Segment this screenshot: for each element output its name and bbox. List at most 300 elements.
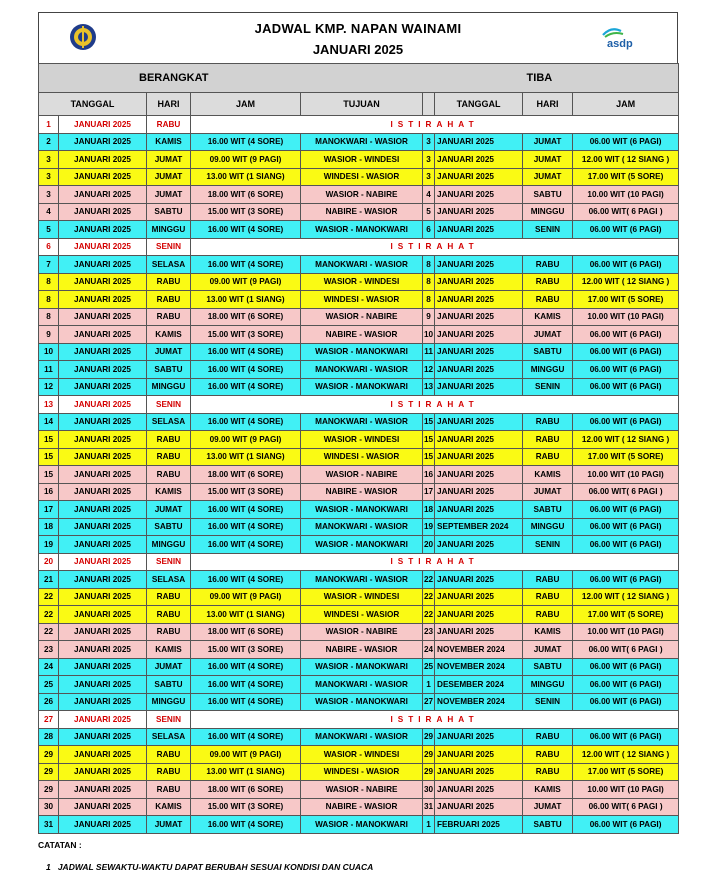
route: WASIOR - WINDESI xyxy=(301,588,423,606)
depart-time: 16.00 WIT (4 SORE) xyxy=(191,693,301,711)
schedule-row xyxy=(39,483,679,501)
depart-weekday: RABU xyxy=(147,588,191,606)
arrive-month: JANUARI 2025 xyxy=(435,361,523,379)
arrive-month: JANUARI 2025 xyxy=(435,763,523,781)
depart-month: JANUARI 2025 xyxy=(59,571,147,589)
schedule-row xyxy=(39,256,679,274)
arrive-weekday: RABU xyxy=(523,746,573,764)
depart-month: JANUARI 2025 xyxy=(59,116,147,134)
schedule-row xyxy=(39,658,679,676)
arrive-month: JANUARI 2025 xyxy=(435,781,523,799)
depart-weekday: RABU xyxy=(147,308,191,326)
arrive-time: 06.00 WIT (6 PAGI) xyxy=(573,378,679,396)
depart-day: 27 xyxy=(39,711,59,729)
arrive-day: 22 xyxy=(423,606,435,624)
arrive-month: JANUARI 2025 xyxy=(435,256,523,274)
notes-section xyxy=(38,840,373,872)
depart-day: 9 xyxy=(39,326,59,344)
depart-weekday: JUMAT xyxy=(147,501,191,519)
schedule-row xyxy=(39,676,679,694)
arrive-month: JANUARI 2025 xyxy=(435,606,523,624)
schedule-row xyxy=(39,448,679,466)
depart-weekday: MINGGU xyxy=(147,221,191,239)
arrive-month: JANUARI 2025 xyxy=(435,308,523,326)
depart-time: 13.00 WIT (1 SIANG) xyxy=(191,606,301,624)
arrive-weekday: RABU xyxy=(523,431,573,449)
route: WASIOR - MANOKWARI xyxy=(301,816,423,834)
depart-weekday: JUMAT xyxy=(147,151,191,169)
route: WASIOR - MANOKWARI xyxy=(301,658,423,676)
arrive-weekday: SABTU xyxy=(523,186,573,204)
arrive-month: JANUARI 2025 xyxy=(435,466,523,484)
arrive-day: 8 xyxy=(423,291,435,309)
arrive-month: JANUARI 2025 xyxy=(435,203,523,221)
arrive-month: JANUARI 2025 xyxy=(435,431,523,449)
depart-weekday: MINGGU xyxy=(147,693,191,711)
depart-day: 22 xyxy=(39,623,59,641)
rest-label: ISTIRAHAT xyxy=(191,396,679,414)
depart-day: 16 xyxy=(39,483,59,501)
depart-month: JANUARI 2025 xyxy=(59,238,147,256)
depart-month: JANUARI 2025 xyxy=(59,746,147,764)
arrive-month: SEPTEMBER 2024 xyxy=(435,518,523,536)
depart-month: JANUARI 2025 xyxy=(59,676,147,694)
schedule-row xyxy=(39,623,679,641)
arrive-time: 06.00 WIT (6 PAGI) xyxy=(573,728,679,746)
arrive-weekday: SABTU xyxy=(523,658,573,676)
arrive-day: 10 xyxy=(423,326,435,344)
schedule-row xyxy=(39,168,679,186)
arrive-day: 29 xyxy=(423,763,435,781)
schedule-row xyxy=(39,133,679,151)
depart-month: JANUARI 2025 xyxy=(59,518,147,536)
arrive-time: 10.00 WIT (10 PAGI) xyxy=(573,308,679,326)
route: WASIOR - MANOKWARI xyxy=(301,221,423,239)
depart-day: 8 xyxy=(39,308,59,326)
schedule-title: JADWAL KMP. NAPAN WAINAMI xyxy=(254,21,462,36)
route: WASIOR - NABIRE xyxy=(301,466,423,484)
arrive-time: 06.00 WIT (6 PAGI) xyxy=(573,693,679,711)
arrive-month: JANUARI 2025 xyxy=(435,151,523,169)
arrive-time: 06.00 WIT (6 PAGI) xyxy=(573,343,679,361)
depart-day: 31 xyxy=(39,816,59,834)
depart-weekday: JUMAT xyxy=(147,186,191,204)
depart-time: 15.00 WIT (3 SORE) xyxy=(191,798,301,816)
route: NABIRE - WASIOR xyxy=(301,641,423,659)
schedule-table xyxy=(38,63,679,834)
depart-weekday: KAMIS xyxy=(147,483,191,501)
arrive-weekday: RABU xyxy=(523,588,573,606)
depart-month: JANUARI 2025 xyxy=(59,343,147,361)
depart-day: 15 xyxy=(39,466,59,484)
arrive-weekday: SABTU xyxy=(523,816,573,834)
depart-weekday: SELASA xyxy=(147,413,191,431)
col-tanggal: TANGGAL xyxy=(39,93,147,116)
depart-month: JANUARI 2025 xyxy=(59,781,147,799)
arrive-month: JANUARI 2025 xyxy=(435,291,523,309)
arrive-weekday: JUMAT xyxy=(523,326,573,344)
arrive-time: 06.00 WIT (6 PAGI) xyxy=(573,221,679,239)
depart-time: 18.00 WIT (6 SORE) xyxy=(191,186,301,204)
depart-month: JANUARI 2025 xyxy=(59,256,147,274)
schedule-row xyxy=(39,413,679,431)
notes-label: CATATAN : xyxy=(38,840,82,850)
depart-day: 8 xyxy=(39,291,59,309)
depart-time: 16.00 WIT (4 SORE) xyxy=(191,221,301,239)
arrive-month: JANUARI 2025 xyxy=(435,343,523,361)
depart-time: 16.00 WIT (4 SORE) xyxy=(191,816,301,834)
depart-weekday: JUMAT xyxy=(147,168,191,186)
arrive-time: 12.00 WIT ( 12 SIANG ) xyxy=(573,746,679,764)
route: WASIOR - NABIRE xyxy=(301,781,423,799)
depart-month: JANUARI 2025 xyxy=(59,693,147,711)
arrive-day: 3 xyxy=(423,133,435,151)
arrive-weekday: KAMIS xyxy=(523,623,573,641)
depart-weekday: RABU xyxy=(147,273,191,291)
section-header-row xyxy=(39,64,679,93)
route: MANOKWARI - WASIOR xyxy=(301,571,423,589)
depart-month: JANUARI 2025 xyxy=(59,151,147,169)
arrive-time: 06.00 WIT( 6 PAGI ) xyxy=(573,798,679,816)
depart-day: 24 xyxy=(39,658,59,676)
depart-day: 7 xyxy=(39,256,59,274)
arrive-month: JANUARI 2025 xyxy=(435,378,523,396)
arrive-day: 8 xyxy=(423,273,435,291)
depart-time: 18.00 WIT (6 SORE) xyxy=(191,308,301,326)
arrive-time: 06.00 WIT( 6 PAGI ) xyxy=(573,483,679,501)
depart-weekday: JUMAT xyxy=(147,816,191,834)
schedule-row xyxy=(39,536,679,554)
arrive-time: 06.00 WIT (6 PAGI) xyxy=(573,413,679,431)
schedule-row xyxy=(39,378,679,396)
arrive-time: 10.00 WIT (10 PAGI) xyxy=(573,466,679,484)
depart-day: 30 xyxy=(39,798,59,816)
rest-row xyxy=(39,553,679,571)
route: WASIOR - WINDESI xyxy=(301,151,423,169)
route: WASIOR - NABIRE xyxy=(301,623,423,641)
route: WASIOR - MANOKWARI xyxy=(301,536,423,554)
depart-month: JANUARI 2025 xyxy=(59,763,147,781)
arrive-month: JANUARI 2025 xyxy=(435,326,523,344)
column-header-row xyxy=(39,93,679,116)
depart-weekday: SENIN xyxy=(147,553,191,571)
depart-month: JANUARI 2025 xyxy=(59,728,147,746)
depart-month: JANUARI 2025 xyxy=(59,186,147,204)
rest-row xyxy=(39,238,679,256)
depart-time: 13.00 WIT (1 SIANG) xyxy=(191,763,301,781)
depart-time: 09.00 WIT (9 PAGI) xyxy=(191,273,301,291)
arrive-weekday: SENIN xyxy=(523,693,573,711)
depart-day: 6 xyxy=(39,238,59,256)
note-text: JADWAL SEWAKTU-WAKTU DAPAT BERUBAH SESUAI KONDISI DAN CUACA xyxy=(57,862,374,872)
arrive-weekday: JUMAT xyxy=(523,151,573,169)
depart-month: JANUARI 2025 xyxy=(59,396,147,414)
route: WINDESI - WASIOR xyxy=(301,763,423,781)
arrive-day: 4 xyxy=(423,186,435,204)
depart-month: JANUARI 2025 xyxy=(59,641,147,659)
arrive-weekday: RABU xyxy=(523,763,573,781)
arrive-day: 29 xyxy=(423,728,435,746)
depart-month: JANUARI 2025 xyxy=(59,483,147,501)
depart-time: 09.00 WIT (9 PAGI) xyxy=(191,746,301,764)
arrive-month: JANUARI 2025 xyxy=(435,273,523,291)
depart-month: JANUARI 2025 xyxy=(59,553,147,571)
arrive-month: JANUARI 2025 xyxy=(435,501,523,519)
depart-day: 23 xyxy=(39,641,59,659)
depart-time: 16.00 WIT (4 SORE) xyxy=(191,378,301,396)
arrive-weekday: RABU xyxy=(523,571,573,589)
arrive-time: 17.00 WIT (5 SORE) xyxy=(573,763,679,781)
arrive-time: 06.00 WIT (6 PAGI) xyxy=(573,326,679,344)
arrive-weekday: JUMAT xyxy=(523,168,573,186)
arrive-time: 10.00 WIT (10 PAGI) xyxy=(573,186,679,204)
depart-month: JANUARI 2025 xyxy=(59,413,147,431)
depart-day: 18 xyxy=(39,518,59,536)
depart-month: JANUARI 2025 xyxy=(59,798,147,816)
schedule-row xyxy=(39,431,679,449)
arrive-weekday: SENIN xyxy=(523,536,573,554)
schedule-sheet xyxy=(38,12,678,834)
arrive-time: 12.00 WIT ( 12 SIANG ) xyxy=(573,431,679,449)
depart-weekday: RABU xyxy=(147,606,191,624)
route: WASIOR - NABIRE xyxy=(301,186,423,204)
arrive-time: 06.00 WIT (6 PAGI) xyxy=(573,536,679,554)
schedule-row xyxy=(39,308,679,326)
depart-month: JANUARI 2025 xyxy=(59,203,147,221)
depart-weekday: KAMIS xyxy=(147,641,191,659)
arrive-day: 22 xyxy=(423,588,435,606)
depart-month: JANUARI 2025 xyxy=(59,326,147,344)
depart-day: 29 xyxy=(39,746,59,764)
arrive-month: JANUARI 2025 xyxy=(435,746,523,764)
arrive-weekday: KAMIS xyxy=(523,781,573,799)
arrive-month: NOVEMBER 2024 xyxy=(435,658,523,676)
arrive-weekday: MINGGU xyxy=(523,518,573,536)
arrive-month: FEBRUARI 2025 xyxy=(435,816,523,834)
arrive-month: JANUARI 2025 xyxy=(435,186,523,204)
depart-time: 16.00 WIT (4 SORE) xyxy=(191,518,301,536)
arrive-day: 6 xyxy=(423,221,435,239)
arrive-weekday: JUMAT xyxy=(523,641,573,659)
depart-weekday: RABU xyxy=(147,763,191,781)
arrive-day: 27 xyxy=(423,693,435,711)
depart-day: 29 xyxy=(39,763,59,781)
schedule-row xyxy=(39,728,679,746)
depart-time: 16.00 WIT (4 SORE) xyxy=(191,361,301,379)
col-hari: HARI xyxy=(147,93,191,116)
rest-row xyxy=(39,711,679,729)
depart-day: 15 xyxy=(39,448,59,466)
route: MANOKWARI - WASIOR xyxy=(301,361,423,379)
arrive-month: NOVEMBER 2024 xyxy=(435,693,523,711)
schedule-row xyxy=(39,361,679,379)
route: MANOKWARI - WASIOR xyxy=(301,728,423,746)
arrive-time: 06.00 WIT (6 PAGI) xyxy=(573,658,679,676)
arrive-month: JANUARI 2025 xyxy=(435,448,523,466)
route: NABIRE - WASIOR xyxy=(301,203,423,221)
route: MANOKWARI - WASIOR xyxy=(301,256,423,274)
arrive-weekday: KAMIS xyxy=(523,308,573,326)
arrive-day: 17 xyxy=(423,483,435,501)
arrive-month: JANUARI 2025 xyxy=(435,536,523,554)
depart-month: JANUARI 2025 xyxy=(59,133,147,151)
depart-month: JANUARI 2025 xyxy=(59,291,147,309)
depart-day: 10 xyxy=(39,343,59,361)
arrive-day: 3 xyxy=(423,168,435,186)
schedule-row xyxy=(39,746,679,764)
depart-month: JANUARI 2025 xyxy=(59,431,147,449)
depart-month: JANUARI 2025 xyxy=(59,221,147,239)
schedule-row xyxy=(39,291,679,309)
arrive-time: 10.00 WIT (10 PAGI) xyxy=(573,781,679,799)
depart-month: JANUARI 2025 xyxy=(59,361,147,379)
section-depart: BERANGKAT xyxy=(39,64,423,93)
arrive-weekday: RABU xyxy=(523,291,573,309)
depart-time: 16.00 WIT (4 SORE) xyxy=(191,676,301,694)
depart-weekday: RABU xyxy=(147,448,191,466)
schedule-row xyxy=(39,203,679,221)
depart-weekday: KAMIS xyxy=(147,326,191,344)
arrive-month: JANUARI 2025 xyxy=(435,413,523,431)
rest-label: ISTIRAHAT xyxy=(191,116,679,134)
schedule-row xyxy=(39,326,679,344)
arrive-time: 17.00 WIT (5 SORE) xyxy=(573,168,679,186)
section-arrive: TIBA xyxy=(423,64,679,93)
arrive-day: 8 xyxy=(423,256,435,274)
arrive-day: 31 xyxy=(423,798,435,816)
arrive-weekday: JUMAT xyxy=(523,483,573,501)
arrive-weekday: RABU xyxy=(523,413,573,431)
arrive-weekday: SABTU xyxy=(523,343,573,361)
arrive-weekday: MINGGU xyxy=(523,203,573,221)
arrive-time: 12.00 WIT ( 12 SIANG ) xyxy=(573,151,679,169)
arrive-weekday: RABU xyxy=(523,728,573,746)
depart-month: JANUARI 2025 xyxy=(59,273,147,291)
arrive-month: JANUARI 2025 xyxy=(435,728,523,746)
depart-weekday: RABU xyxy=(147,623,191,641)
schedule-row xyxy=(39,186,679,204)
route: NABIRE - WASIOR xyxy=(301,798,423,816)
arrive-day: 15 xyxy=(423,413,435,431)
arrive-day: 15 xyxy=(423,431,435,449)
route: WASIOR - MANOKWARI xyxy=(301,693,423,711)
arrive-day: 1 xyxy=(423,816,435,834)
depart-time: 13.00 WIT (1 SIANG) xyxy=(191,168,301,186)
arrive-time: 06.00 WIT (6 PAGI) xyxy=(573,361,679,379)
depart-day: 12 xyxy=(39,378,59,396)
arrive-weekday: RABU xyxy=(523,256,573,274)
depart-time: 16.00 WIT (4 SORE) xyxy=(191,343,301,361)
arrive-time: 06.00 WIT( 6 PAGI ) xyxy=(573,641,679,659)
arrive-day: 1 xyxy=(423,676,435,694)
arrive-day: 16 xyxy=(423,466,435,484)
arrive-month: JANUARI 2025 xyxy=(435,221,523,239)
arrive-time: 06.00 WIT (6 PAGI) xyxy=(573,133,679,151)
depart-month: JANUARI 2025 xyxy=(59,466,147,484)
depart-time: 13.00 WIT (1 SIANG) xyxy=(191,291,301,309)
arrive-day: 5 xyxy=(423,203,435,221)
depart-day: 15 xyxy=(39,431,59,449)
schedule-row xyxy=(39,501,679,519)
depart-time: 16.00 WIT (4 SORE) xyxy=(191,413,301,431)
depart-month: JANUARI 2025 xyxy=(59,168,147,186)
route: WINDESI - WASIOR xyxy=(301,606,423,624)
depart-weekday: SABTU xyxy=(147,676,191,694)
depart-time: 18.00 WIT (6 SORE) xyxy=(191,466,301,484)
arrive-weekday: JUMAT xyxy=(523,798,573,816)
depart-weekday: RABU xyxy=(147,291,191,309)
depart-day: 25 xyxy=(39,676,59,694)
arrive-weekday: KAMIS xyxy=(523,466,573,484)
depart-day: 8 xyxy=(39,273,59,291)
arrive-day: 22 xyxy=(423,571,435,589)
depart-time: 16.00 WIT (4 SORE) xyxy=(191,728,301,746)
depart-time: 09.00 WIT (9 PAGI) xyxy=(191,431,301,449)
depart-month: JANUARI 2025 xyxy=(59,658,147,676)
arrive-month: JANUARI 2025 xyxy=(435,798,523,816)
depart-time: 16.00 WIT (4 SORE) xyxy=(191,501,301,519)
arrive-weekday: SENIN xyxy=(523,221,573,239)
col-arrive-tanggal: TANGGAL xyxy=(435,93,523,116)
schedule-row xyxy=(39,221,679,239)
depart-month: JANUARI 2025 xyxy=(59,308,147,326)
arrive-day: 19 xyxy=(423,518,435,536)
depart-month: JANUARI 2025 xyxy=(59,448,147,466)
route: WINDESI - WASIOR xyxy=(301,448,423,466)
route: WASIOR - WINDESI xyxy=(301,746,423,764)
depart-weekday: RABU xyxy=(147,746,191,764)
arrive-time: 12.00 WIT ( 12 SIANG ) xyxy=(573,273,679,291)
note-item xyxy=(38,862,373,872)
arrive-weekday: SENIN xyxy=(523,378,573,396)
depart-month: JANUARI 2025 xyxy=(59,588,147,606)
arrive-time: 06.00 WIT( 6 PAGI ) xyxy=(573,203,679,221)
schedule-row xyxy=(39,693,679,711)
route: NABIRE - WASIOR xyxy=(301,326,423,344)
depart-weekday: SELASA xyxy=(147,571,191,589)
depart-weekday: RABU xyxy=(147,116,191,134)
schedule-row xyxy=(39,466,679,484)
arrive-weekday: RABU xyxy=(523,448,573,466)
depart-weekday: MINGGU xyxy=(147,378,191,396)
depart-day: 14 xyxy=(39,413,59,431)
depart-time: 09.00 WIT (9 PAGI) xyxy=(191,588,301,606)
arrive-day: 23 xyxy=(423,623,435,641)
arrive-day: 3 xyxy=(423,151,435,169)
arrive-month: JANUARI 2025 xyxy=(435,588,523,606)
depart-weekday: SENIN xyxy=(147,238,191,256)
arrive-weekday: SABTU xyxy=(523,501,573,519)
depart-day: 22 xyxy=(39,606,59,624)
depart-month: JANUARI 2025 xyxy=(59,501,147,519)
title-box xyxy=(38,12,678,63)
col-arrive-hari: HARI xyxy=(523,93,573,116)
arrive-time: 17.00 WIT (5 SORE) xyxy=(573,448,679,466)
schedule-row xyxy=(39,518,679,536)
schedule-row xyxy=(39,816,679,834)
depart-day: 5 xyxy=(39,221,59,239)
rest-label: ISTIRAHAT xyxy=(191,238,679,256)
depart-time: 15.00 WIT (3 SORE) xyxy=(191,326,301,344)
rest-label: ISTIRAHAT xyxy=(191,553,679,571)
schedule-subtitle: JANUARI 2025 xyxy=(312,42,404,57)
depart-time: 16.00 WIT (4 SORE) xyxy=(191,571,301,589)
schedule-row xyxy=(39,606,679,624)
arrive-month: NOVEMBER 2024 xyxy=(435,641,523,659)
depart-day: 29 xyxy=(39,781,59,799)
depart-weekday: KAMIS xyxy=(147,133,191,151)
depart-day: 19 xyxy=(39,536,59,554)
